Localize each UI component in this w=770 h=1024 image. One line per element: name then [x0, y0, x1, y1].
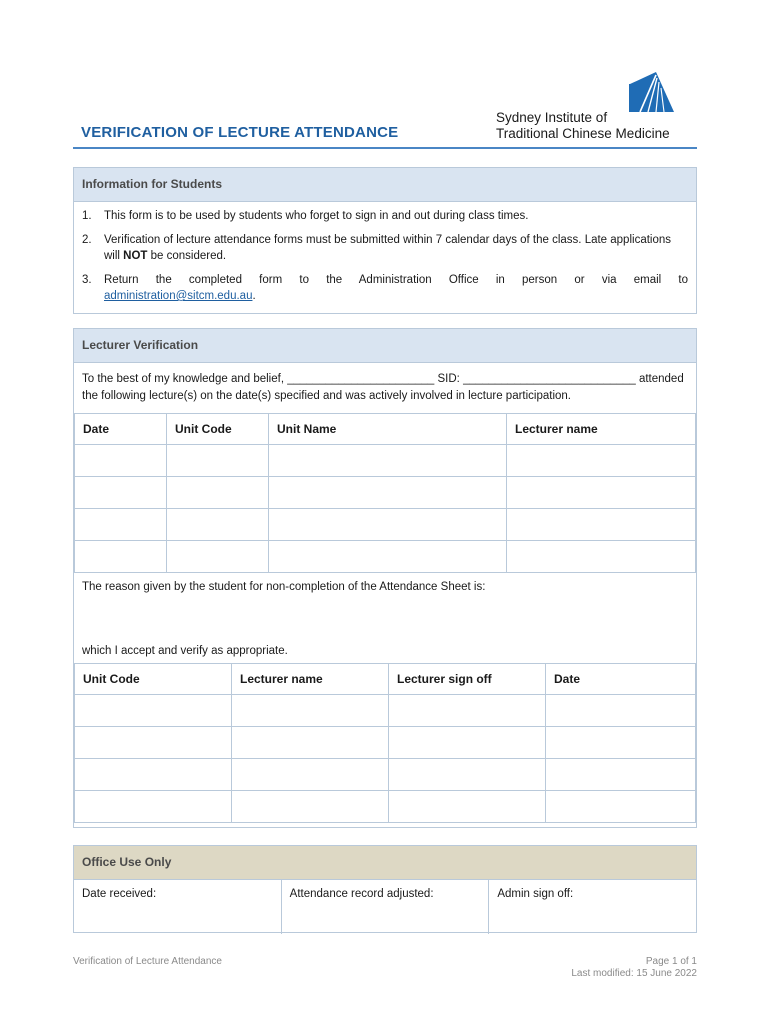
office-use-row — [74, 880, 696, 934]
info-item-3 — [82, 272, 688, 304]
sign-off-cell[interactable] — [389, 791, 546, 823]
col-unit-code: Unit Code — [75, 664, 232, 695]
info-item-text-part: be considered. — [147, 250, 227, 262]
lecturer-name-cell[interactable] — [507, 477, 696, 509]
info-list — [74, 202, 696, 304]
info-item-2 — [82, 232, 688, 264]
page-number: Page 1 of 1 — [645, 956, 697, 967]
col-lecturer-sign-off: Lecturer sign off — [389, 664, 546, 695]
sign-off-cell[interactable] — [389, 727, 546, 759]
attendance-adjusted-field[interactable]: Attendance record adjusted: — [282, 880, 490, 934]
lecturer-name-cell[interactable] — [232, 759, 389, 791]
info-item-text-part: Return the completed form to the Administration Office in person or via email to — [104, 274, 688, 286]
sign-off-cell[interactable] — [389, 759, 546, 791]
lecturer-name-cell[interactable] — [232, 695, 389, 727]
header-divider — [73, 147, 697, 149]
table-row — [75, 759, 696, 791]
unit-code-cell[interactable] — [75, 791, 232, 823]
unit-code-cell[interactable] — [167, 445, 269, 477]
admin-email-link[interactable]: administration@sitcm.edu.au — [104, 290, 253, 302]
info-item-text: This form is to be used by students who forget to sign in and out during class times. — [104, 210, 529, 222]
lecturer-verification-section — [73, 328, 697, 828]
logo-line-2: Traditional Chinese Medicine — [496, 126, 670, 141]
info-section — [73, 167, 697, 314]
unit-code-cell[interactable] — [167, 541, 269, 573]
lecturer-name-cell[interactable] — [232, 791, 389, 823]
date-cell[interactable] — [546, 727, 696, 759]
unit-name-cell[interactable] — [269, 509, 507, 541]
info-item-text-part: Verification of lecture attendance forms must be submitted within 7 calendar days of the class. Late applications will — [104, 234, 672, 262]
col-lecturer-name: Lecturer name — [232, 664, 389, 695]
admin-sign-off-field[interactable]: Admin sign off: — [497, 888, 574, 900]
info-item-text — [104, 232, 688, 264]
date-cell[interactable] — [546, 695, 696, 727]
unit-name-cell[interactable] — [269, 445, 507, 477]
table-row — [75, 727, 696, 759]
date-cell[interactable] — [75, 445, 167, 477]
logo-line-1: Sydney Institute of — [496, 110, 608, 125]
unit-name-cell[interactable] — [269, 541, 507, 573]
unit-code-cell[interactable] — [167, 477, 269, 509]
date-received-field[interactable]: Date received: — [74, 880, 282, 934]
date-cell[interactable] — [546, 791, 696, 823]
lecturer-verification-heading: Lecturer Verification — [74, 329, 696, 363]
lecturer-name-cell[interactable] — [507, 541, 696, 573]
lecturer-name-cell[interactable] — [507, 445, 696, 477]
date-cell[interactable] — [75, 509, 167, 541]
table-row — [75, 445, 696, 477]
info-item-text — [104, 272, 688, 304]
unit-code-cell[interactable] — [167, 509, 269, 541]
col-unit-name: Unit Name — [269, 414, 507, 445]
signoff-table-header — [75, 664, 696, 695]
info-heading: Information for Students — [74, 168, 696, 202]
col-date: Date — [75, 414, 167, 445]
info-item-1 — [82, 208, 688, 224]
lecturer-name-cell[interactable] — [232, 727, 389, 759]
lecture-table-header — [75, 414, 696, 445]
lecturer-name-cell[interactable] — [507, 509, 696, 541]
date-cell[interactable] — [546, 759, 696, 791]
table-row — [75, 695, 696, 727]
info-item-emphasis: NOT — [123, 250, 148, 262]
table-row — [75, 541, 696, 573]
sign-off-cell[interactable] — [389, 695, 546, 727]
unit-name-cell[interactable] — [269, 477, 507, 509]
date-cell[interactable] — [75, 477, 167, 509]
info-item-number: 2. — [82, 234, 92, 246]
table-row — [75, 477, 696, 509]
info-item-number: 1. — [82, 210, 92, 222]
table-row — [75, 791, 696, 823]
office-use-heading: Office Use Only — [74, 846, 696, 880]
info-item-text-part: . — [252, 290, 256, 302]
lecture-table — [74, 413, 696, 573]
institute-logo-text — [496, 110, 670, 142]
table-row — [75, 509, 696, 541]
verification-statement: To the best of my knowledge and belief, _______________________ SID: ___________________________ attended the following lecture(s) on the date(s) specified and was actively involved in lecture participation. — [82, 373, 684, 402]
col-date: Date — [546, 664, 696, 695]
date-cell[interactable] — [75, 541, 167, 573]
footer-page-info — [571, 956, 697, 980]
page-title: VERIFICATION OF LECTURE ATTENDANCE — [81, 124, 399, 141]
col-lecturer-name: Lecturer name — [507, 414, 696, 445]
footer-document-title: Verification of Lecture Attendance — [73, 956, 222, 967]
unit-code-cell[interactable] — [75, 759, 232, 791]
reason-statement[interactable]: The reason given by the student for non-completion of the Attendance Sheet is: — [82, 581, 486, 593]
info-item-number: 3. — [82, 274, 92, 286]
unit-code-cell[interactable] — [75, 695, 232, 727]
office-use-section — [73, 845, 697, 933]
last-modified: Last modified: 15 June 2022 — [571, 968, 697, 979]
unit-code-cell[interactable] — [75, 727, 232, 759]
col-unit-code: Unit Code — [167, 414, 269, 445]
accept-statement: which I accept and verify as appropriate. — [82, 645, 288, 657]
signoff-table — [74, 663, 696, 823]
